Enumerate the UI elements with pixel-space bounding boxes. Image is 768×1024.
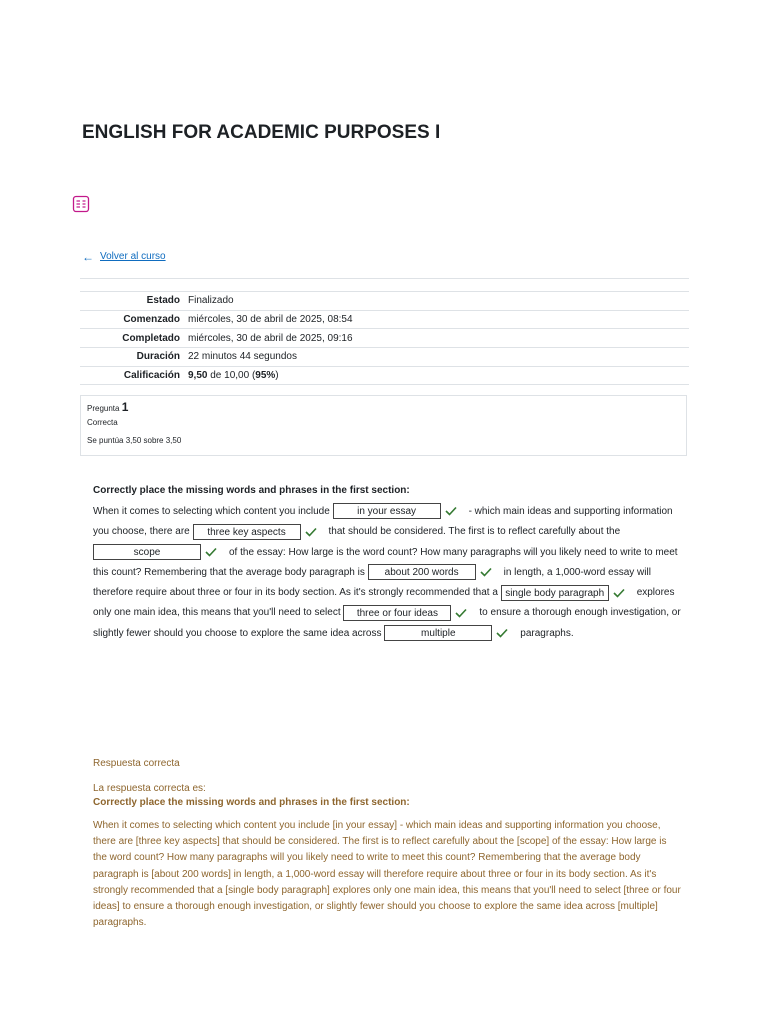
gap-answer-7[interactable]: multiple [384, 625, 492, 641]
check-icon [496, 628, 508, 638]
grade-percent: 95% [255, 370, 276, 382]
grade-score: 9,50 [188, 370, 208, 382]
feedback-status: Respuesta correcta [93, 758, 180, 769]
feedback-answer-text: When it comes to selecting which content you include [in your essay] - which main ideas and supporting information you choose, there are [three key aspects] that should be considered. The first is to reflect carefully about the [scope] of the essay: How large is the word count? How many paragraphs will you likely need to write to meet this count? Remembering that the average body paragraph is [about 200 words] in length, a 1,000-word essay will therefore require about three or four in its body section. As it's strongly recommended that a [single body paragraph] explores only one main idea, this means that you'll need to select [three or four ideas] to ensure a thorough enough investigation, or slightly fewer should you choose to explore the same idea across [multiple] paragraphs. [93, 820, 681, 929]
text-segment: of the essay: How large is the word count? How many paragraphs will you likely need to write to meet this count? Remembering that the average body paragraph is [93, 546, 678, 578]
check-icon [205, 547, 217, 557]
check-icon [613, 588, 625, 598]
question-text [93, 485, 683, 644]
summary-row-completado [80, 329, 689, 348]
gap-answer-5[interactable]: single body paragraph [501, 585, 609, 601]
text-segment: to ensure a thorough enough investigation, or slightly fewer should you choose to explore the same idea across [93, 607, 681, 639]
check-icon [445, 506, 457, 516]
question-label: Pregunta [87, 404, 120, 413]
summary-row-duracion [80, 348, 689, 367]
text-segment: that should be considered. The first is to reflect carefully about the [328, 526, 621, 538]
summary-row-calificacion [80, 367, 689, 386]
text-segment: paragraphs. [520, 627, 574, 639]
text-segment: in length, a 1,000-word essay will therefore require about three or four in its body section. As it's strongly recommended that a [93, 566, 651, 599]
back-link-label[interactable]: Volver al curso [100, 251, 166, 262]
gap-answer-4[interactable]: about 200 words [368, 564, 476, 580]
question-number-value: 1 [121, 400, 129, 414]
summary-top-spacer [80, 279, 689, 292]
gap-answer-6[interactable]: three or four ideas [343, 605, 451, 621]
page-title: ENGLISH FOR ACADEMIC PURPOSES I [82, 122, 441, 143]
text-segment: When it comes to selecting which content you include [93, 506, 330, 517]
question-title: Correctly place the missing words and phrases in the first section: [93, 485, 410, 496]
gap-answer-3[interactable]: scope [93, 544, 201, 560]
question-info-box [80, 395, 687, 456]
question-state: Correcta [87, 418, 118, 427]
summary-value: Finalizado [188, 295, 234, 307]
summary-label: Completado [122, 332, 180, 344]
check-icon [305, 527, 317, 537]
grade-separator: de 10,00 ( [207, 370, 256, 382]
text-segment: - which main ideas and supporting information you choose, there are [93, 506, 673, 538]
summary-row-comenzado [80, 311, 689, 330]
summary-value [188, 370, 689, 381]
summary-value: 22 minutos 44 segundos [188, 351, 297, 363]
summary-label: Comenzado [123, 314, 180, 326]
check-icon [480, 567, 492, 577]
arrow-left-icon: ← [82, 249, 94, 264]
question-paragraph [93, 502, 683, 644]
question-number [87, 400, 680, 414]
gap-answer-1[interactable]: in your essay [333, 503, 441, 519]
gap-answer-2[interactable]: three key aspects [193, 524, 301, 540]
quiz-icon [72, 195, 90, 213]
check-icon [455, 608, 467, 618]
summary-value: miércoles, 30 de abril de 2025, 08:54 [188, 314, 353, 326]
question-grade: Se puntúa 3,50 sobre 3,50 [87, 436, 182, 445]
summary-label: Duración [136, 351, 180, 363]
grade-close: ) [275, 370, 279, 382]
attempt-summary-table [80, 278, 689, 385]
feedback-intro: La respuesta correcta es: [93, 783, 206, 794]
summary-label: Calificación [123, 370, 180, 382]
text-segment: explores only one main idea, this means that you'll need to select [93, 587, 675, 619]
back-to-course-link[interactable] [82, 251, 166, 262]
feedback-section [93, 758, 683, 931]
summary-row-estado [80, 292, 689, 311]
summary-value: miércoles, 30 de abril de 2025, 09:16 [188, 332, 353, 344]
summary-label: Estado [146, 295, 180, 307]
feedback-answer-title: Correctly place the missing words and phrases in the first section: [93, 797, 410, 808]
